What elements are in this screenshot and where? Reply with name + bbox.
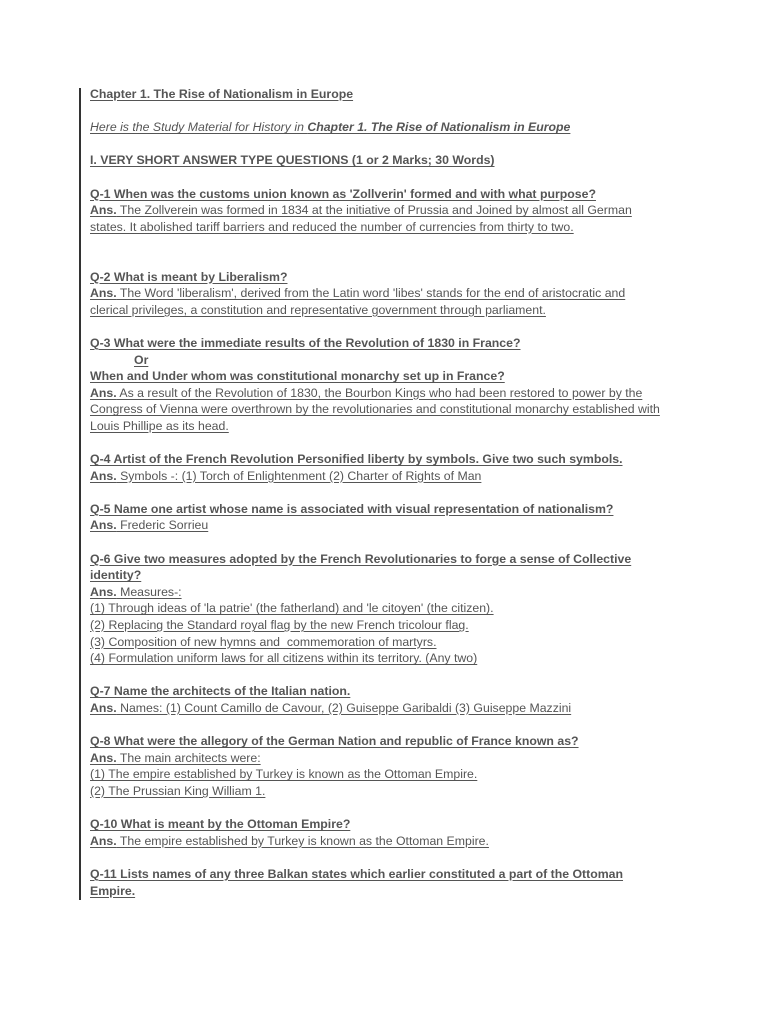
answer-1-line-2: states. It abolished tariff barriers and reduced the number of currencies from thirty to two. [90,219,574,234]
question-5: Q-5 Name one artist whose name is associated with visual representation of nationalism? [90,501,614,516]
ans-label: Ans. [90,286,117,301]
question-11-line-2: Empire. [90,883,136,898]
question-8: Q-8 What were the allegory of the German Nation and republic of France known as? [90,734,579,749]
answer-3-line-1: Ans. As a result of the Revolution of 1830, the Bourbon Kings who had been restored to power by the [90,385,643,400]
question-6-line-2: identity? [90,568,142,583]
answer-7: Ans. Names: (1) Count Camillo de Cavour, (2) Guiseppe Garibaldi (3) Guiseppe Mazzini [90,700,572,715]
ans-label: Ans. [90,700,117,715]
answer-6-item: (1) Through ideas of 'la patrie' (the fatherland) and 'le citoyen' (the citizen). [90,601,494,616]
document-title: Chapter 1. The Rise of Nationalism in Europe [90,87,354,101]
answer-2-line-1: Ans. The Word 'liberalism', derived from the Latin word 'libes' stands for the end of aristocratic and [90,286,626,301]
question-6-line-1: Q-6 Give two measures adopted by the French Revolutionaries to forge a sense of Collective [90,551,632,566]
answer-8-item: (2) The Prussian King William 1. [90,783,266,798]
document-body [90,86,680,899]
answer-10: Ans. The empire established by Turkey is known as the Ottoman Empire. [90,833,489,848]
question-3-alt: When and Under whom was constitutional monarchy set up in France? [90,369,505,384]
answer-3-line-2: Congress of Vienna were overthrown by the revolutionaries and constitutional monarchy established with [90,402,660,417]
question-2: Q-2 What is meant by Liberalism? [90,269,288,284]
answer-6-item: (2) Replacing the Standard royal flag by the new French tricolour flag. [90,618,469,632]
ans-label: Ans. [90,518,117,533]
answer-1-line-1: Ans. The Zollverein was formed in 1834 at the initiative of Prussia and Joined by almost all German [90,203,632,218]
ans-label: Ans. [90,385,117,400]
question-11-line-1: Q-11 Lists names of any three Balkan states which earlier constituted a part of the Ottoman [90,866,624,881]
question-4: Q-4 Artist of the French Revolution Personified liberty by symbols. Give two such symbols. [90,452,623,467]
intro-prefix: Here is the Study Material for History in [90,120,308,135]
question-3-or: Or [134,352,149,367]
intro-chapter: Chapter 1. The Rise of Nationalism in Europe [307,120,571,135]
section-heading: I. VERY SHORT ANSWER TYPE QUESTIONS (1 or 2 Marks; 30 Words) [90,153,495,168]
ans-label: Ans. [90,203,117,218]
question-1: Q-1 When was the customs union known as 'Zollverin' formed and with what purpose? [90,186,596,201]
margin-rule [79,88,81,900]
answer-2-line-2: clerical privileges, a constitution and representative government through parliament. [90,302,546,317]
question-3: Q-3 What were the immediate results of the Revolution of 1830 in France? [90,335,521,350]
answer-8-intro: Ans. The main architects were: [90,750,261,765]
answer-6-intro: Ans. Measures-: [90,584,182,599]
answer-3-line-3: Louis Phillipe as its head. [90,418,229,433]
ans-label: Ans. [90,750,117,765]
answer-8-item: (1) The empire established by Turkey is known as the Ottoman Empire. [90,767,478,782]
answer-4: Ans. Symbols -: (1) Torch of Enlightenment (2) Charter of Rights of Man [90,468,482,483]
answer-5: Ans. Frederic Sorrieu [90,518,209,533]
ans-label: Ans. [90,468,117,483]
intro-line [90,119,680,136]
answer-6-item: (3) Composition of new hymns and commemoration of martyrs. [90,634,437,649]
question-7: Q-7 Name the architects of the Italian nation. [90,684,351,699]
question-10: Q-10 What is meant by the Ottoman Empire? [90,817,351,832]
ans-label: Ans. [90,833,117,848]
ans-label: Ans. [90,584,117,599]
answer-6-item: (4) Formulation uniform laws for all citizens within its territory. (Any two) [90,651,478,666]
